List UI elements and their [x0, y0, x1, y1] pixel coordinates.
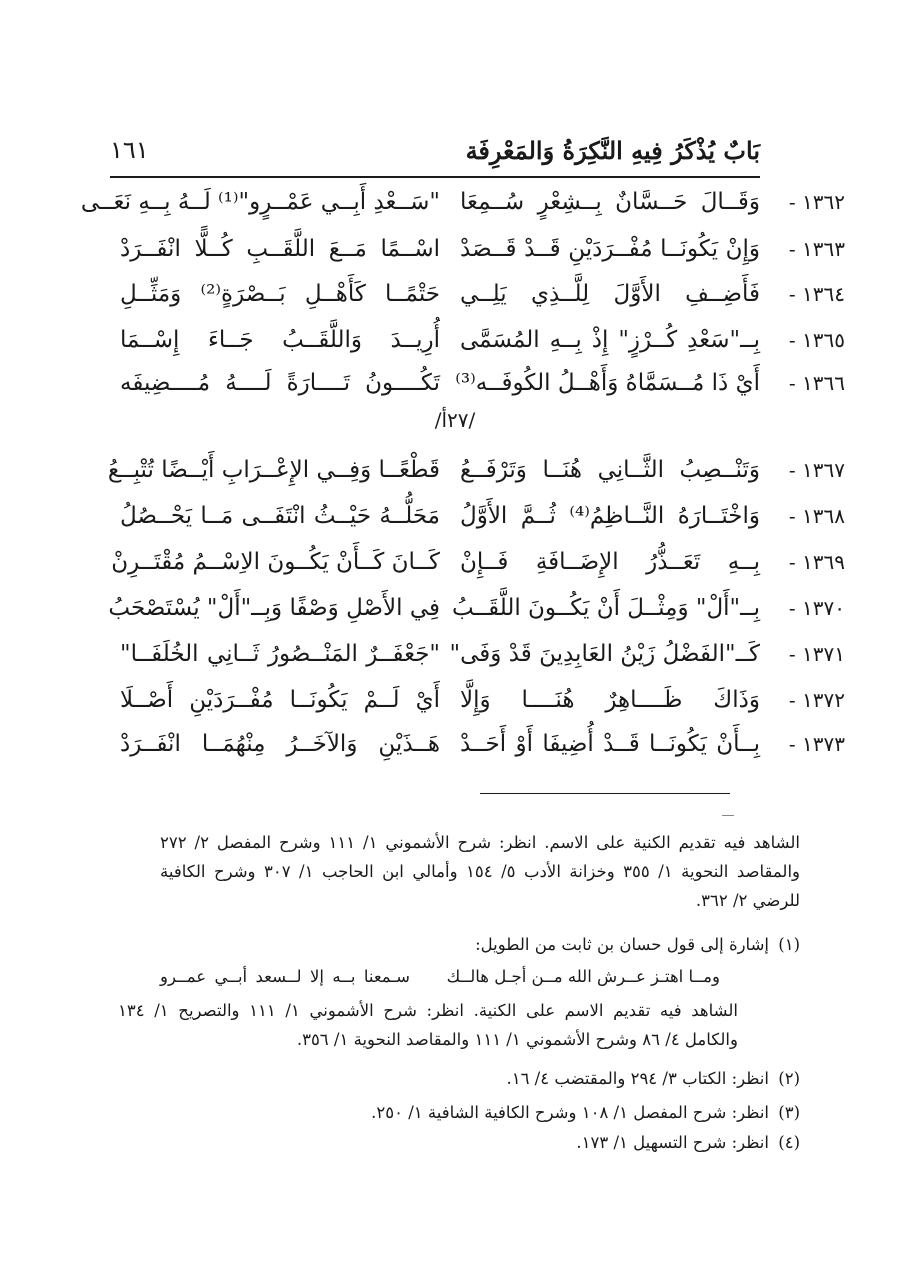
verse-line [120, 678, 845, 722]
verse-second-hemistich: حَتْمًــا كَأَهْــلِ بَــصْرَةٍ⁽²⁾ وَمَثِّــلِ [120, 281, 440, 307]
verse-first-hemistich: وَإِنْ يَكُونَــا مُفْــرَدَيْنِ قَــدْ قَــصَدْ [460, 236, 760, 262]
footnote-intro: الشاهد فيه تقديم الكنية على الاسم. انظر: شرح الأشموني ١/ ١١١ وشرح المفصل ٢/ ٢٧٢ والمقاصد النحوية ١/ ٣٥٥ وخزانة الأدب ٥/ ١٥٤ وأمالي ابن الحاجب ١/ ٣٠٧ وشرح الكافية للرضي ٢/ ٣٦٢. [160, 833, 800, 910]
footnote-3-text: انظر: شرح المفصل ١/ ١٠٨ وشرح الكافية الشافية ١/ ٢٥٠. [371, 1103, 769, 1122]
verse-first-hemistich: وَاخْتَــارَهُ النَّــاظِمُ⁽⁴⁾ ثُــمَّ الأَوَّلُ [460, 503, 760, 529]
footnote-4-marker: (٤) [778, 1133, 800, 1152]
verse-line [80, 180, 845, 224]
verse-line [111, 540, 845, 584]
verse-second-hemistich: أُرِيــدَ وَاللَّقَــبُ جَــاءَ إِسْــمَا [120, 327, 440, 353]
verse-first-hemistich: وَتَنْــصِبُ الثَّــانِي هُنَــا وَتَرْفَــعُ [460, 457, 760, 483]
verse-second-hemistich: مَحَلُّــهُ حَيْــثُ انْتَفَــى مَــا يَحْــصُلُ [120, 503, 440, 529]
verse-line [107, 448, 845, 492]
verse-line [120, 227, 845, 271]
verse-first-hemistich: بِــأَنْ يَكُونَــا قَــدْ أُضِيفَا أَوْ أَحَــدْ [460, 731, 760, 757]
footnote-2 [160, 1064, 800, 1093]
chapter-title: بَابٌ يُذْكَرُ فِيهِ النَّكِرَةُ وَالمَعْرِفَة [465, 135, 760, 165]
verse-first-hemistich: بِــهِ تَعَــذُّرُ الإِضَــافَةِ فَــإِنْ [460, 549, 760, 575]
footnote-3-marker: (٣) [778, 1103, 800, 1122]
verse-second-hemistich: قَطْعًــا وَفِــي الإِعْــرَابِ أَيْــضًا تُتْبِــعُ [107, 457, 440, 483]
verse-second-hemistich: هَــذَيْنِ وَالآخَــرُ مِنْهُمَــا انْفَــرَدْ [120, 731, 440, 757]
verse-line [120, 318, 845, 362]
verse-number: ١٣٦٣ - [788, 237, 845, 261]
poem-hemistich-1: ومــا اهتـز عــرش الله مــن أجـل هالــك [446, 967, 720, 986]
verse-first-hemistich: بِــ"سَعْدِ كُــرْزٍ" إِذْ بِــهِ المُسَمَّى [460, 327, 760, 353]
footnote-1 [160, 930, 800, 959]
footnote-2-text: انظر: الكتاب ٣/ ٢٩٤ والمقتضب ٤/ ١٦. [506, 1069, 769, 1088]
verse-number: ١٣٦٢ - [788, 190, 845, 214]
verse-number: ١٣٦٨ - [788, 504, 845, 528]
verse-first-hemistich: وَقَــالَ حَــسَّانٌ بِــشِعْرٍ سُــمِعَا [460, 189, 760, 215]
verse-line [120, 722, 845, 766]
footnote-separator [480, 793, 730, 794]
verse-first-hemistich: كَــ"الفَضْلُ زَيْنُ العَابِدِينَ قَدْ وَفَى" [449, 641, 760, 667]
verse-line [108, 586, 845, 630]
verse-second-hemistich: أَيْ لَــمْ يَكُونَــا مُفْــرَدَيْنِ أَصْــلَا [120, 687, 440, 713]
footnote-1-text: إشارة إلى قول حسان بن ثابت من الطويل: [475, 935, 769, 954]
footnote-separator-tick [722, 815, 734, 816]
page-number: ١٦١ [110, 136, 149, 164]
verse-second-hemistich: "جَعْفَــرٌ المَنْــصُورُ ثَــانِي الخُلَفَــا" [120, 641, 440, 667]
footnote-2-marker: (٢) [778, 1069, 800, 1088]
verse-second-hemistich: اسْــمًا مَــعَ اللَّقَــبِ كُــلًّا انْفَــرَدْ [120, 236, 440, 262]
verse-number: ١٣٦٧ - [788, 458, 845, 482]
footnote-1-marker: (١) [778, 935, 800, 954]
footnote-4 [160, 1128, 800, 1157]
verse-number: ١٣٦٤ - [788, 282, 845, 306]
footnote-1-continuation: الشاهد فيه تقديم الاسم على الكنية. انظر: شرح الأشموني ١/ ١١١ والتصريح ١/ ١٣٤ والكامل ٤/ ٨٦ وشرح الأشموني ١/ ١١١ والمقاصد النحوية ١/ ٣٥٦. [118, 1001, 738, 1049]
verse-second-hemistich: كَــانَ كَــأَنْ يَكُــونَ الاِسْــمُ مُقْتَــرِنْ [111, 549, 440, 575]
verse-first-hemistich: فَأَضِــفِ الأَوَّلَ لِلَّــذِي يَلِــي [460, 281, 760, 307]
verse-second-hemistich: فِي الأَصْلِ وَصْفًا وَبِــ"أَلْ" يُسْتَصْحَبُ [108, 595, 440, 621]
footnote-3 [160, 1098, 800, 1127]
verse-number: ١٣٧٣ - [788, 732, 845, 756]
verse-first-hemistich: وَذَاكَ ظَــــاهِرٌ هُنَــــا وَإِلَّا [460, 687, 760, 713]
verse-first-hemistich: أَيْ ذَا مُــسَمَّاهُ وَأَهْــلُ الكُوفَــه⁽³⁾ [455, 370, 760, 396]
verse-number: ١٣٧١ - [788, 642, 845, 666]
header-rule [110, 176, 760, 178]
verse-second-hemistich: "سَــعْدِ أَبِــي عَمْــرٍو"⁽¹⁾ لَــهُ بِــهِ نَعَــى [80, 189, 440, 215]
verse-first-hemistich: بِــ"أَلْ" وَمِثْــلَ أَنْ يَكُــونَ اللَّقَــبُ [452, 595, 760, 621]
verse-number: ١٣٦٥ - [788, 328, 845, 352]
verse-line [120, 494, 845, 538]
verse-line [120, 361, 845, 405]
poem-hemistich-2: سـمعنا بــه إلا لــسعد أبــي عمــرو [160, 967, 410, 986]
footnote-poem [160, 962, 720, 992]
verse-number: ١٣٧٢ - [788, 688, 845, 712]
verse-line [120, 632, 845, 676]
verse-number: ١٣٦٦ - [788, 371, 845, 395]
verse-second-hemistich: تَكُــــونُ تَــــارَةً لَــــهُ مُــــضِيفَه [120, 370, 440, 396]
verse-line [120, 272, 845, 316]
folio-marker: /٢٧أ/ [434, 408, 476, 432]
verse-number: ١٣٧٠ - [788, 596, 845, 620]
footnote-4-text: انظر: شرح التسهيل ١/ ١٧٣. [576, 1133, 769, 1152]
page-header [110, 130, 760, 170]
verse-number: ١٣٦٩ - [788, 550, 845, 574]
